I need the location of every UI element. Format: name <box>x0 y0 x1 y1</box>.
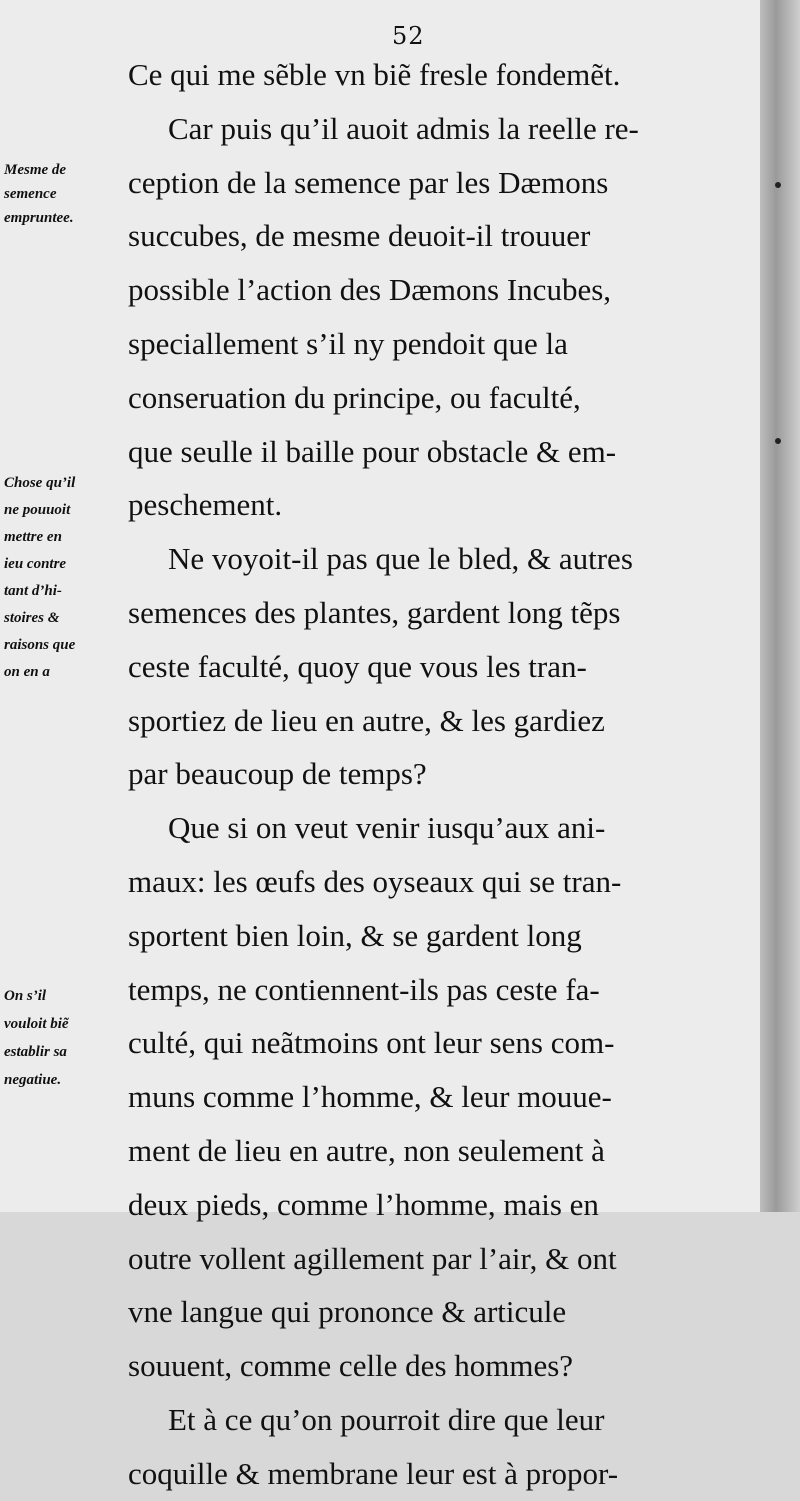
margin-note-line: raisons que <box>4 637 76 653</box>
text-line: souuent, comme celle des hommes? <box>128 1348 574 1384</box>
text-line: peschement. <box>128 487 283 523</box>
text-line: Que si on veut venir iusqu’aux ani- <box>168 810 606 846</box>
margin-note-line: semence <box>4 186 57 202</box>
text-line: semences des plantes, gardent long tẽps <box>128 594 621 630</box>
edge-mark <box>775 182 781 188</box>
text-line: deux pieds, comme l’homme, mais en <box>128 1186 599 1222</box>
margin-note-line: ne pouuoit <box>4 502 71 518</box>
margin-note-2 <box>4 470 124 686</box>
text-line: ception de la semence par les Dæmons <box>128 164 609 200</box>
margin-note-line: negatiue. <box>4 1072 62 1088</box>
margin-note-line: establir sa <box>4 1044 67 1060</box>
margin-note-line: Mesme de <box>4 162 67 178</box>
text-line: succubes, de mesme deuoit-il trouuer <box>128 218 591 254</box>
text-line: maux: les œufs des oyseaux qui se tran- <box>128 863 622 899</box>
text-line: Ne voyoit-il pas que le bled, & autres <box>168 541 633 577</box>
text-line: possible l’action des Dæmons Incubes, <box>128 272 612 308</box>
text-line: par beaucoup de temps? <box>128 756 427 792</box>
text-line: speciallement s’il ny pendoit que la <box>128 325 568 361</box>
text-line: sportent bien loin, & se gardent long <box>128 917 582 953</box>
text-line: ceste faculté, quoy que vous les tran- <box>128 648 587 684</box>
text-line: coquille & membrane leur est à propor- <box>128 1455 619 1491</box>
margin-note-line: On s’il <box>4 988 47 1004</box>
margin-note-line: on en a <box>4 664 50 680</box>
margin-note-line: ieu contre <box>4 556 67 572</box>
margin-note-line: vouloit biẽ <box>4 1016 69 1032</box>
page-number: 52 <box>392 22 425 50</box>
text-line: outre vollent agillement par l’air, & ont <box>128 1240 617 1276</box>
margin-note-line: empruntee. <box>4 210 74 226</box>
text-line: Ce qui me sẽble vn biẽ fresle fondemẽt. <box>128 57 621 92</box>
text-line: Car puis qu’il auoit admis la reelle re- <box>168 110 639 146</box>
text-line: sportiez de lieu en autre, & les gardiez <box>128 702 605 738</box>
margin-note-line: tant d’hi- <box>4 583 62 599</box>
body-text <box>128 48 740 1501</box>
text-line: vne langue qui prononce & articule <box>128 1294 567 1330</box>
text-line: culté, qui neãtmoins ont leur sens com- <box>128 1025 615 1061</box>
margin-note-line: mettre en <box>4 529 62 545</box>
edge-mark <box>775 438 781 444</box>
text-line: que seulle il baille pour obstacle & em- <box>128 433 617 469</box>
text-line: temps, ne contiennent-ils pas ceste fa- <box>128 971 600 1007</box>
text-line: conseruation du principe, ou faculté, <box>128 379 581 415</box>
text-line: ment de lieu en autre, non seulement à <box>128 1132 605 1168</box>
margin-note-line: stoires & <box>4 610 60 626</box>
text-line: Et à ce qu’on pourroit dire que leur <box>168 1401 605 1437</box>
margin-note-line: Chose qu’il <box>4 475 76 491</box>
margin-note-1 <box>4 158 124 230</box>
margin-note-3 <box>4 982 124 1094</box>
text-line: muns comme l’homme, & leur mouue- <box>128 1079 612 1115</box>
